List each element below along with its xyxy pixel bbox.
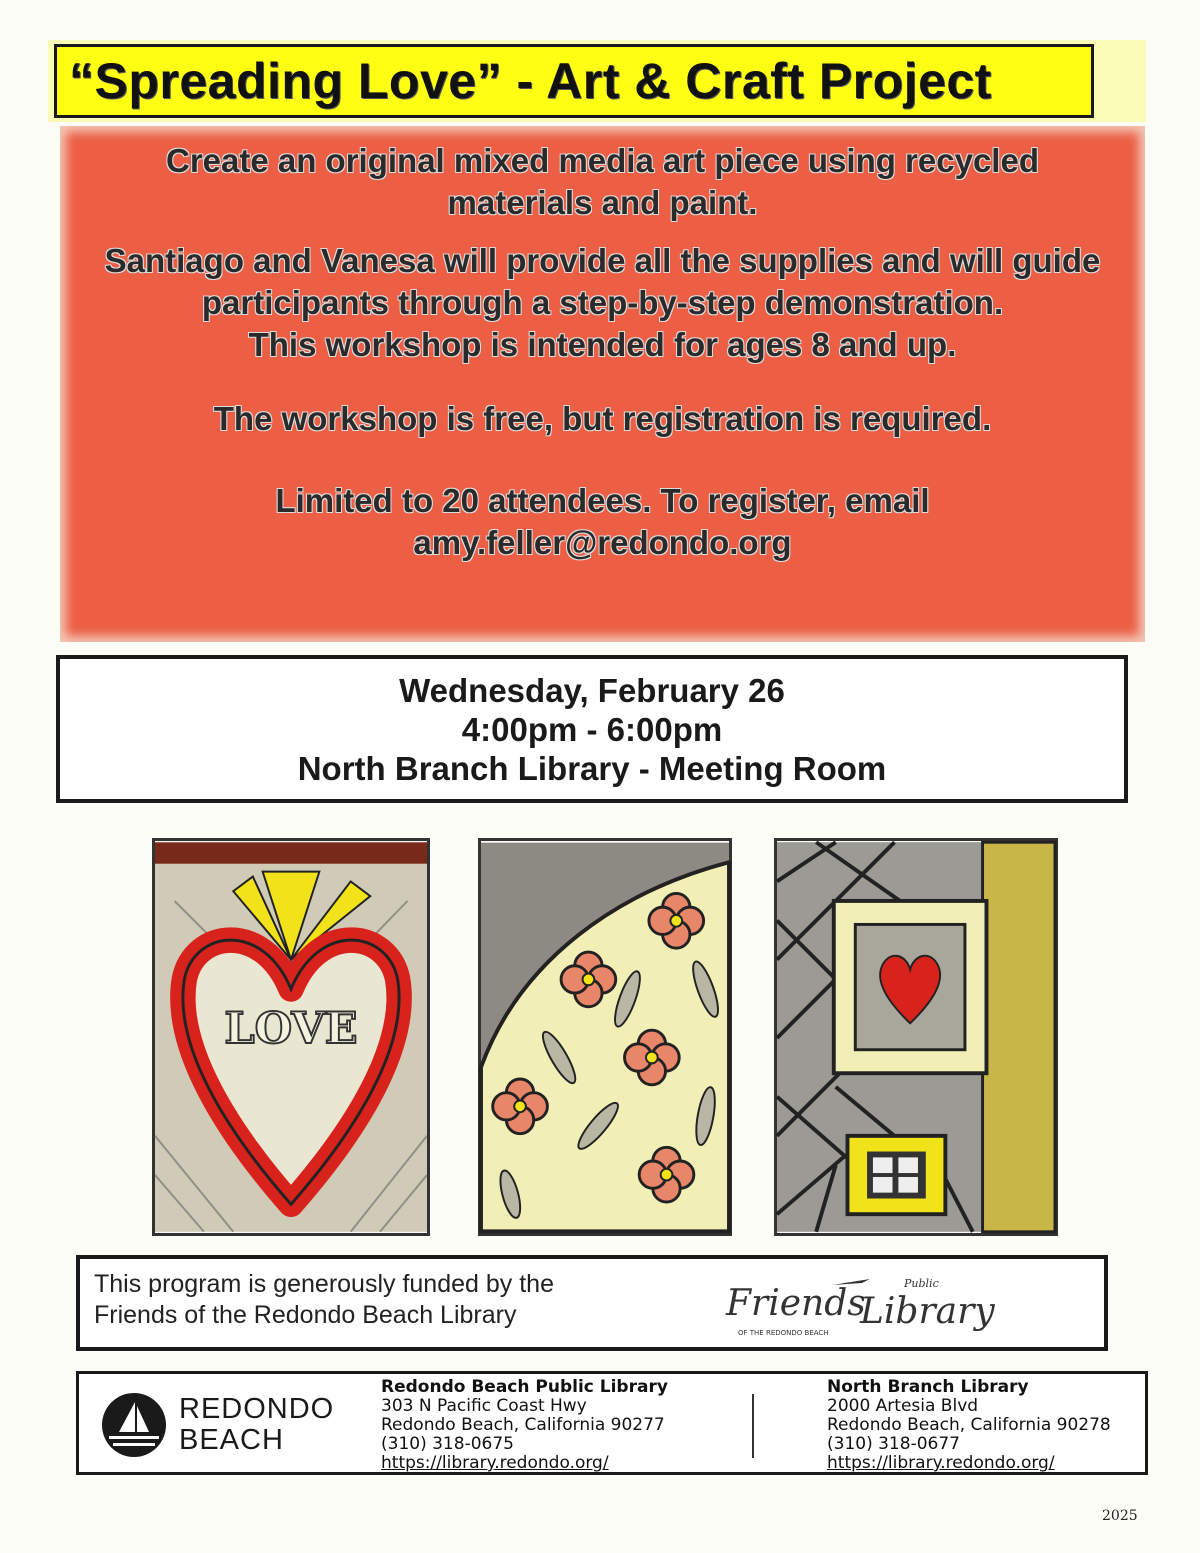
main-library-phone: (310) 318-0675 bbox=[381, 1434, 514, 1454]
registration-note: The workshop is free, but registration is required. bbox=[213, 400, 992, 437]
logo-subtitle: OF THE REDONDO BEACH bbox=[738, 1329, 829, 1337]
funding-text bbox=[94, 1269, 554, 1331]
attendee-limit: Limited to 20 attendees. To register, email bbox=[275, 482, 930, 519]
brand-line: BEACH bbox=[179, 1424, 284, 1456]
library-footer bbox=[76, 1371, 1148, 1475]
title-frame bbox=[54, 44, 1094, 118]
main-library-address bbox=[381, 1378, 668, 1473]
description-line: Create an original mixed media art piece using recycled bbox=[165, 142, 1039, 179]
event-date: Wednesday, February 26 bbox=[399, 672, 785, 709]
main-library-name: Redondo Beach Public Library bbox=[381, 1377, 668, 1397]
description-line: Santiago and Vanesa will provide all the supplies and will guide bbox=[104, 242, 1101, 279]
heart-artwork-image bbox=[155, 841, 427, 1233]
branch-library-address bbox=[827, 1378, 1111, 1473]
branch-library-name: North Branch Library bbox=[827, 1377, 1029, 1397]
branch-library-phone: (310) 318-0677 bbox=[827, 1434, 960, 1454]
address-divider bbox=[752, 1394, 754, 1458]
artwork-flowers bbox=[478, 838, 732, 1236]
friends-of-library-logo bbox=[720, 1267, 995, 1343]
funding-line: Friends of the Redondo Beach Library bbox=[94, 1301, 517, 1329]
mosaic-artwork-image bbox=[777, 841, 1055, 1233]
brand-line: REDONDO bbox=[179, 1393, 335, 1425]
event-details bbox=[56, 655, 1128, 803]
description-line: participants through a step-by-step demonstration. bbox=[201, 284, 1004, 321]
city-brand bbox=[179, 1394, 334, 1456]
logo-friends-word: Friends bbox=[726, 1283, 866, 1324]
description-line: materials and paint. bbox=[447, 184, 758, 221]
artwork-heart-love bbox=[152, 838, 430, 1236]
main-library-city: Redondo Beach, California 90277 bbox=[381, 1415, 665, 1435]
main-library-link[interactable]: https://library.redondo.org/ bbox=[381, 1453, 609, 1473]
artwork-word: LOVE bbox=[224, 1003, 358, 1054]
main-library-street: 303 N Pacific Coast Hwy bbox=[381, 1396, 587, 1416]
logo-public-word: Public bbox=[904, 1277, 939, 1290]
funding-notice bbox=[76, 1255, 1108, 1351]
branch-library-street: 2000 Artesia Blvd bbox=[827, 1396, 979, 1416]
artwork-mosaic bbox=[774, 838, 1058, 1236]
branch-library-city: Redondo Beach, California 90278 bbox=[827, 1415, 1111, 1435]
description-line: This workshop is intended for ages 8 and up. bbox=[248, 326, 957, 363]
logo-library-word: Library bbox=[860, 1291, 995, 1332]
description-panel bbox=[60, 126, 1145, 642]
branch-library-link[interactable]: https://library.redondo.org/ bbox=[827, 1453, 1055, 1473]
year-stamp: 2025 bbox=[1102, 1508, 1138, 1524]
event-time: 4:00pm - 6:00pm bbox=[461, 711, 723, 748]
funding-line: This program is generously funded by the bbox=[94, 1270, 554, 1298]
sailboat-icon bbox=[101, 1392, 167, 1458]
title-banner bbox=[48, 40, 1146, 122]
event-location: North Branch Library - Meeting Room bbox=[297, 750, 887, 787]
registration-email[interactable]: amy.feller@redondo.org bbox=[413, 524, 792, 561]
flowers-artwork-image bbox=[481, 841, 729, 1233]
page-title: “Spreading Love” - Art & Craft Project bbox=[69, 53, 992, 109]
